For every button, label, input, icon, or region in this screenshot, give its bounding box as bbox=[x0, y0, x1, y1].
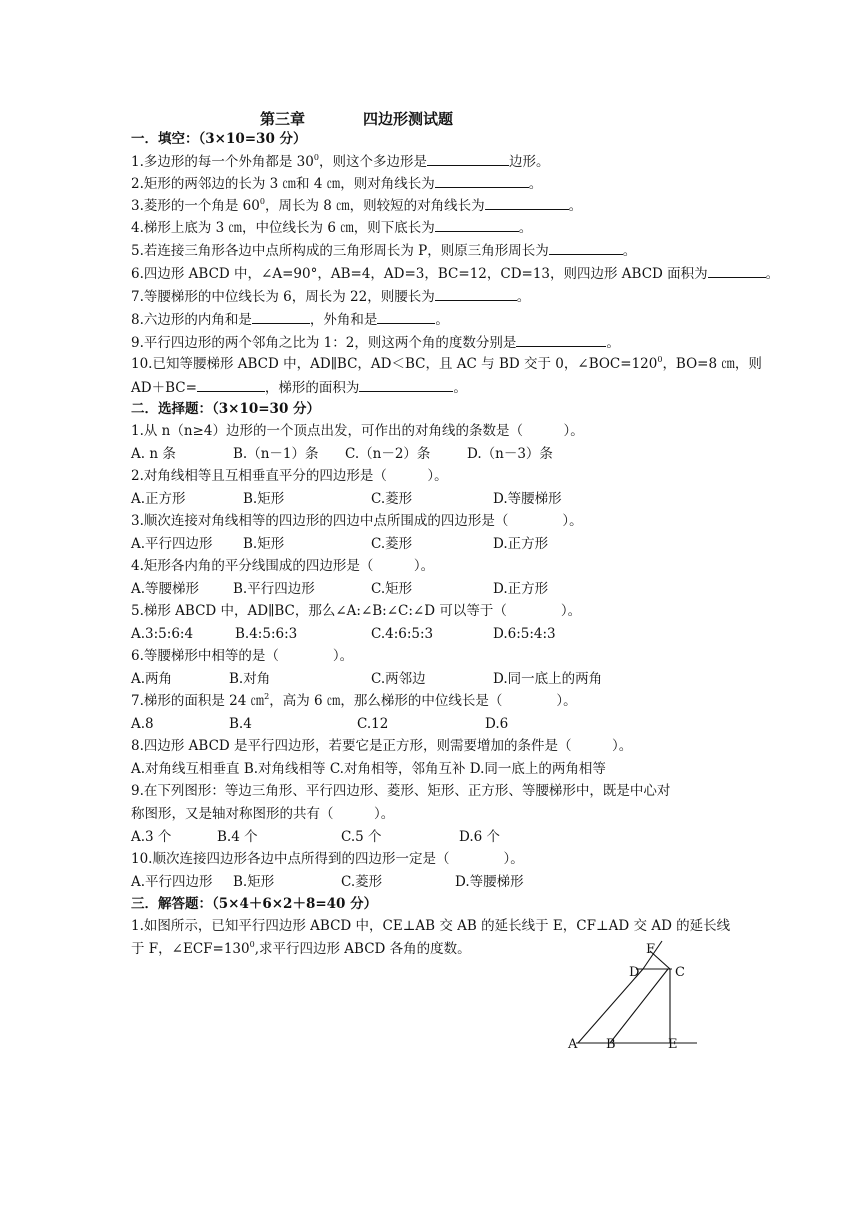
option-c[interactable]: C.（n－2）条 bbox=[345, 446, 431, 462]
label-b: B bbox=[606, 1037, 616, 1052]
option-b[interactable]: B.4 bbox=[229, 716, 252, 732]
option-c[interactable]: C.12 bbox=[357, 716, 389, 732]
answer-section-heading: 三．解答题：（5×4＋6×2＋8=40 分） bbox=[131, 896, 378, 912]
fill-question-6: 6.四边形 ABCD 中，∠A=90°，AB=4，AD=3，BC=12，CD=13，则四边形 ABCD 面积为 。 bbox=[131, 266, 780, 282]
answer-blank[interactable] bbox=[485, 196, 569, 210]
test-name: 四边形测试题 bbox=[363, 110, 454, 128]
fill-question-9: 9.平行四边形的两个邻角之比为 1：2，则这两个角的度数分别是 。 bbox=[131, 335, 620, 351]
option-a[interactable]: A.平行四边形 bbox=[131, 874, 213, 890]
choice-options-7 bbox=[131, 715, 508, 733]
option-b[interactable]: B.矩形 bbox=[243, 536, 285, 552]
answer-blank[interactable] bbox=[197, 378, 265, 392]
answer-blank[interactable] bbox=[359, 378, 453, 392]
choice-section-heading: 二．选择题：（3×10=30 分） bbox=[131, 401, 321, 417]
option-d[interactable]: D.等腰梯形 bbox=[493, 491, 562, 507]
option-b[interactable]: B.矩形 bbox=[233, 874, 275, 890]
choice-options-8[interactable]: A.对角线互相垂直 B.对角线相等 C.对角相等，邻角互补 D.同一底上的两角相等 bbox=[131, 761, 606, 777]
answer-blank[interactable] bbox=[435, 174, 529, 188]
choice-question-3: 3.顺次连接对角线相等的四边形的四边中点所围成的四边形是（ ）。 bbox=[131, 513, 583, 529]
fill-question-10-cont: AD＋BC= ，梯形的面积为 。 bbox=[131, 380, 467, 396]
option-d[interactable]: D.6:5:4:3 bbox=[493, 626, 556, 642]
option-d[interactable]: D.同一底上的两角 bbox=[493, 671, 603, 687]
choice-question-5: 5.梯形 ABCD 中，AD∥BC，那么∠A:∠B:∠C:∠D 可以等于（ ）。 bbox=[131, 603, 582, 619]
answer-blank[interactable] bbox=[435, 287, 517, 301]
option-d[interactable]: D.6 个 bbox=[459, 829, 501, 845]
choice-question-2: 2.对角线相等且互相垂直平分的四边形是（ ）。 bbox=[131, 468, 448, 484]
parallelogram-figure bbox=[560, 935, 710, 1053]
choice-question-8: 8.四边形 ABCD 是平行四边形，若要它是正方形，则需要增加的条件是（ ）。 bbox=[131, 738, 633, 754]
fill-question-3: 3.菱形的一个角是 $60^0$，周长为 8 ㎝，则较短的对角线长为 。 bbox=[131, 197, 583, 214]
choice-question-10: 10.顺次连接四边形各边中点所得到的四边形一定是（ ）。 bbox=[131, 851, 524, 867]
choice-question-6: 6.等腰梯形中相等的是（ ）。 bbox=[131, 648, 354, 664]
fill-question-10: 10.已知等腰梯形 ABCD 中，AD∥BC，AD＜BC，且 AC 与 BD 交于 0，$\angle BOC=120^0$，BO=8 ㎝，则 bbox=[131, 355, 762, 372]
option-a[interactable]: A.8 bbox=[131, 716, 154, 732]
choice-question-9-cont: 称图形，又是轴对称图形的共有（ ）。 bbox=[131, 806, 395, 822]
chapter-label: 第三章 bbox=[260, 110, 306, 128]
option-d[interactable]: D.等腰梯形 bbox=[455, 874, 524, 890]
option-a[interactable]: A.正方形 bbox=[131, 491, 186, 507]
option-b[interactable]: B.（n－1）条 bbox=[233, 446, 319, 462]
label-f: F bbox=[646, 942, 656, 957]
fill-question-4: 4.梯形上底为 3 ㎝，中位线长为 6 ㎝，则下底长为 。 bbox=[131, 220, 533, 236]
page-title bbox=[260, 108, 453, 129]
choice-question-1: 1.从 n（n≥4）边形的一个顶点出发，可作出的对角线的条数是（ ）。 bbox=[131, 423, 584, 439]
choice-options-4 bbox=[131, 580, 548, 598]
option-b[interactable]: B.4:5:6:3 bbox=[235, 626, 298, 642]
answer-blank[interactable] bbox=[252, 310, 310, 324]
option-d[interactable]: D.6 bbox=[485, 716, 509, 732]
choice-options-9 bbox=[131, 828, 500, 846]
answer-blank[interactable] bbox=[427, 152, 509, 166]
choice-question-9: 9.在下列图形：等边三角形、平行四边形、菱形、矩形、正方形、等腰梯形中，既是中心对 bbox=[131, 783, 671, 799]
side-bc bbox=[610, 969, 668, 1043]
choice-options-2 bbox=[131, 490, 562, 508]
option-c[interactable]: C.4:6:5:3 bbox=[371, 626, 434, 642]
option-a[interactable]: A.平行四边形 bbox=[131, 536, 213, 552]
answer-blank[interactable] bbox=[435, 218, 519, 232]
fill-question-1: 1.多边形的每一个外角都是 $30^0$，则这个多边形是 边形。 bbox=[131, 153, 550, 170]
option-d[interactable]: D.正方形 bbox=[493, 536, 549, 552]
label-e: E bbox=[668, 1037, 678, 1052]
answer-blank[interactable] bbox=[549, 241, 623, 255]
answer-blank[interactable] bbox=[377, 310, 435, 324]
label-a: A bbox=[568, 1037, 578, 1052]
choice-question-7: 7.梯形的面积是 24 ㎝$^2$，高为 6 ㎝，那么梯形的中位线长是（ ）。 bbox=[131, 692, 577, 709]
label-c: C bbox=[675, 965, 685, 980]
option-b[interactable]: B.4 个 bbox=[217, 829, 258, 845]
choice-options-5 bbox=[131, 625, 556, 643]
fill-question-5: 5.若连接三角形各边中点所构成的三角形周长为 P，则原三角形周长为 。 bbox=[131, 243, 637, 259]
option-b[interactable]: B.对角 bbox=[229, 671, 271, 687]
option-a[interactable]: A.3:5:6:4 bbox=[131, 626, 194, 642]
choice-options-3 bbox=[131, 535, 548, 553]
answer-question-1: 1.如图所示，已知平行四边形 ABCD 中，CE⊥AB 交 AB 的延长线于 E，CF⊥AD 交 AD 的延长线 bbox=[131, 918, 731, 934]
fill-question-2: 2.矩形的两邻边的长为 3 ㎝和 4 ㎝，则对角线长为 。 bbox=[131, 176, 543, 192]
option-c[interactable]: C.两邻边 bbox=[371, 671, 426, 687]
choice-options-6 bbox=[131, 670, 602, 688]
fill-question-7: 7.等腰梯形的中位线长为 6，周长为 22，则腰长为 。 bbox=[131, 289, 531, 305]
answer-question-1-cont: 于 F，$\angle ECF=130^0$,求平行四边形 ABCD 各角的度数。 bbox=[131, 940, 471, 957]
option-c[interactable]: C.菱形 bbox=[341, 874, 383, 890]
answer-blank[interactable] bbox=[516, 333, 606, 347]
answer-blank[interactable] bbox=[708, 264, 766, 278]
option-a[interactable]: A. n 条 bbox=[131, 446, 176, 462]
option-a[interactable]: A.3 个 bbox=[131, 829, 172, 845]
label-d: D bbox=[629, 965, 640, 980]
option-c[interactable]: C.矩形 bbox=[371, 581, 413, 597]
option-c[interactable]: C.5 个 bbox=[341, 829, 382, 845]
option-d[interactable]: D.（n－3）条 bbox=[467, 446, 553, 462]
choice-options-1 bbox=[131, 445, 553, 463]
option-a[interactable]: A.等腰梯形 bbox=[131, 581, 200, 597]
option-c[interactable]: C.菱形 bbox=[371, 491, 413, 507]
option-a[interactable]: A.两角 bbox=[131, 671, 173, 687]
side-ad bbox=[578, 969, 643, 1043]
option-b[interactable]: B.矩形 bbox=[243, 491, 285, 507]
option-d[interactable]: D.正方形 bbox=[493, 581, 549, 597]
choice-question-4: 4.矩形各内角的平分线围成的四边形是（ ）。 bbox=[131, 558, 435, 574]
choice-options-10 bbox=[131, 873, 524, 891]
option-b[interactable]: B.平行四边形 bbox=[233, 581, 315, 597]
fill-section-heading: 一．填空：（3×10=30 分） bbox=[131, 131, 307, 147]
option-c[interactable]: C.菱形 bbox=[371, 536, 413, 552]
fill-question-8: 8.六边形的内角和是 ，外角和是 。 bbox=[131, 312, 449, 328]
